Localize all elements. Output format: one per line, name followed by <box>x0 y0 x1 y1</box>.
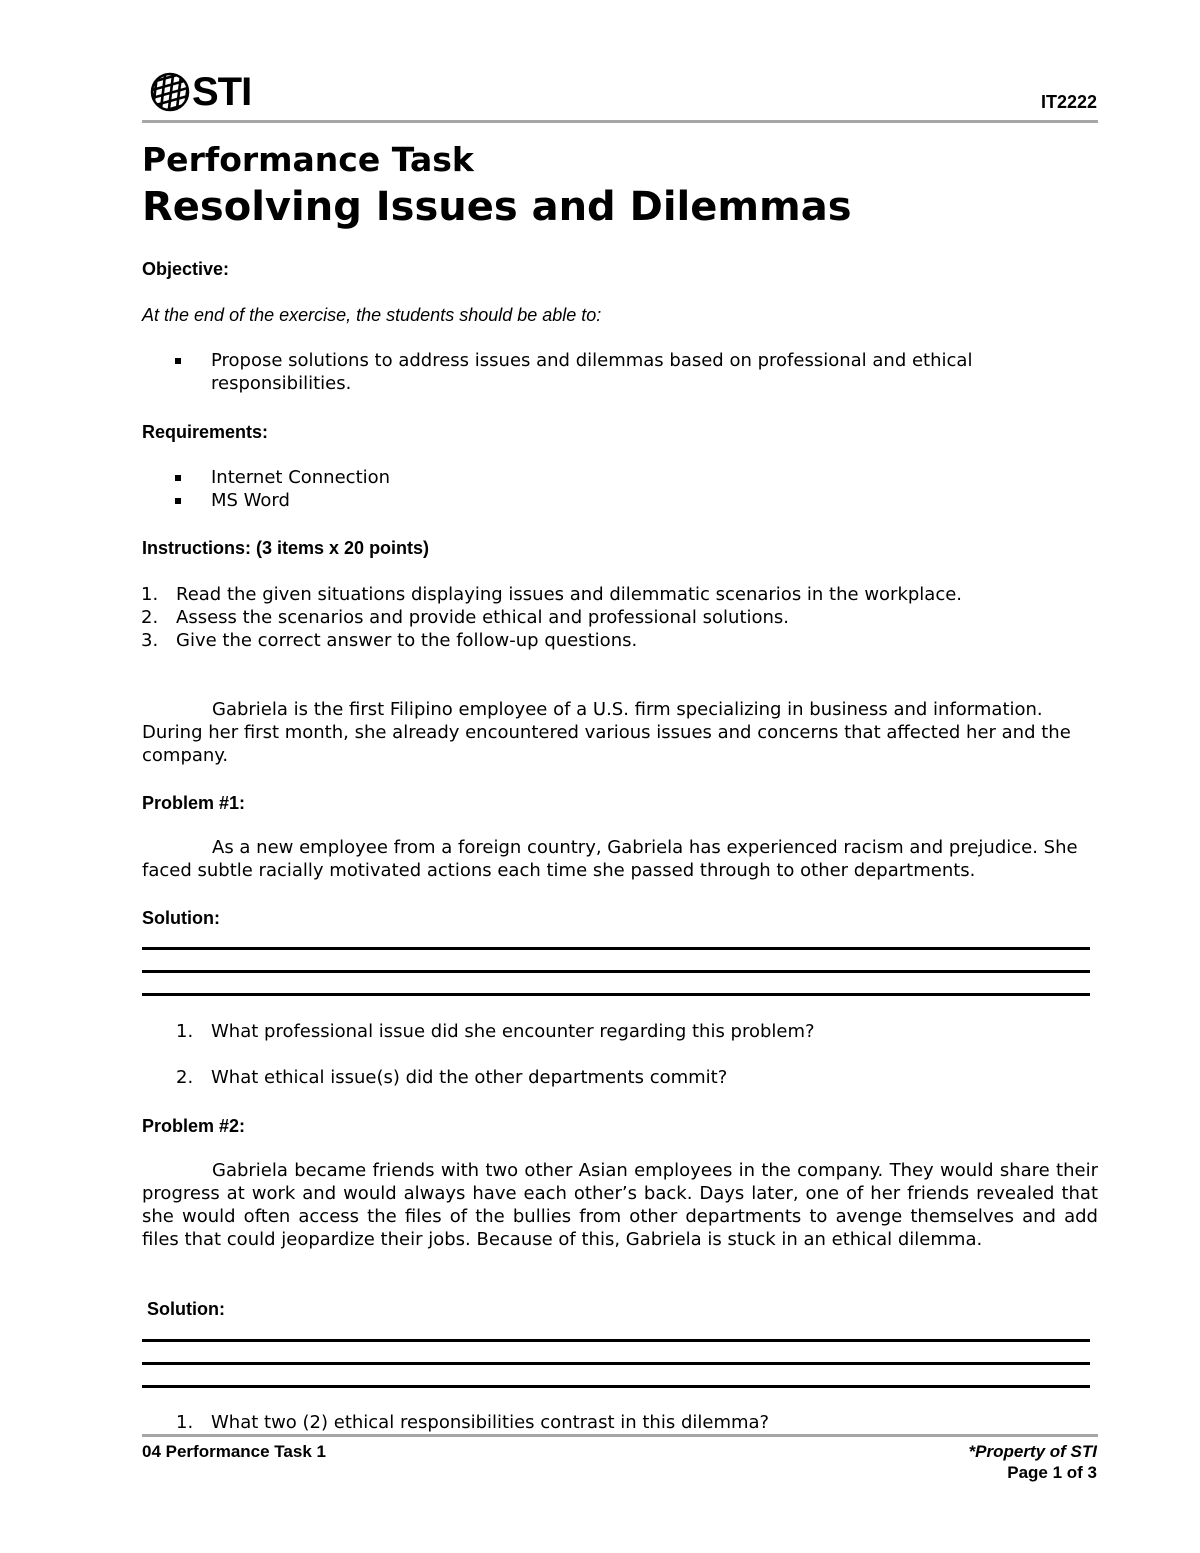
instruction-text: Read the given situations displaying issues and dilemmatic scenarios in the workplace. <box>176 584 963 605</box>
requirement-item <box>211 489 290 512</box>
instruction-item <box>141 629 638 652</box>
item-number: 3. <box>141 630 159 651</box>
requirement-label: MS Word <box>211 490 290 511</box>
item-number: 1. <box>176 1021 194 1042</box>
question-text: What two (2) ethical responsibilities contrast in this dilemma? <box>211 1412 770 1433</box>
requirements-heading: Requirements: <box>142 422 269 442</box>
requirement-item <box>211 466 390 489</box>
course-code: IT2222 <box>1040 92 1097 112</box>
item-number: 2. <box>176 1067 194 1088</box>
problem2-heading: Problem #2: <box>142 1116 246 1136</box>
scenario-paragraph: Gabriela is the first Filipino employee of a U.S. firm specializing in business and information. During her first month, she already encountered various issues and concerns that affected her and the company. <box>142 699 1071 766</box>
page-title-line2: Resolving Issues and Dilemmas <box>142 184 852 230</box>
answer-line <box>142 947 1090 950</box>
problem1-solution-label: Solution: <box>142 908 220 928</box>
instruction-text: Assess the scenarios and provide ethical and professional solutions. <box>176 607 790 628</box>
objective-heading: Objective: <box>142 259 230 279</box>
problem2-solution-label: Solution: <box>147 1299 225 1319</box>
objective-intro: At the end of the exercise, the students should be able to: <box>142 305 602 325</box>
question-text: What ethical issue(s) did the other departments commit? <box>211 1067 728 1088</box>
sti-logo <box>150 72 251 112</box>
objective-item <box>211 349 972 395</box>
footer-rule <box>142 1434 1098 1437</box>
requirement-label: Internet Connection <box>211 467 391 488</box>
answer-line <box>142 1339 1090 1342</box>
footer-property-note: *Property of STI <box>968 1442 1097 1461</box>
answer-line <box>142 1362 1090 1365</box>
item-number: 1. <box>141 584 159 605</box>
objective-item-line2: responsibilities. <box>211 373 352 394</box>
logo-text: STI <box>192 70 252 114</box>
item-number: 2. <box>141 607 159 628</box>
bullet-icon <box>175 358 181 364</box>
problem1-question <box>176 1066 728 1089</box>
problem1-text: As a new employee from a foreign country, Gabriela has experienced racism and prejudice. She faced subtle racially motivated actions each time she passed through to other departments. <box>142 837 1078 881</box>
problem1-heading: Problem #1: <box>142 793 246 813</box>
item-number: 1. <box>176 1412 194 1433</box>
instruction-item <box>141 606 790 629</box>
footer-document-title: 04 Performance Task 1 <box>142 1442 326 1461</box>
answer-line <box>142 1385 1090 1388</box>
question-text: What professional issue did she encounter regarding this problem? <box>211 1021 815 1042</box>
answer-line <box>142 993 1090 996</box>
page-title-line1: Performance Task <box>142 140 474 179</box>
footer-page-number: Page 1 of 3 <box>1007 1463 1097 1482</box>
globe-icon <box>150 72 190 112</box>
header-rule <box>142 120 1098 123</box>
instructions-heading: Instructions: (3 items x 20 points) <box>142 538 430 558</box>
instruction-text: Give the correct answer to the follow-up questions. <box>176 630 638 651</box>
answer-line <box>142 970 1090 973</box>
problem1-question <box>176 1020 815 1043</box>
bullet-icon <box>175 475 181 481</box>
instruction-item <box>141 583 963 606</box>
problem2-text: Gabriela became friends with two other Asian employees in the company. They would share their progress at work and would always have each other’s back. Days later, one of her friends revealed that she would often access the files of the bullies from other departments to avenge themselves and add files that could jeopardize their jobs. Because of this, Gabriela is stuck in an ethical dilemma. <box>142 1160 1098 1250</box>
bullet-icon <box>175 498 181 504</box>
problem2-question <box>176 1411 770 1434</box>
objective-item-line1: Propose solutions to address issues and dilemmas based on professional and ethical <box>211 350 973 371</box>
